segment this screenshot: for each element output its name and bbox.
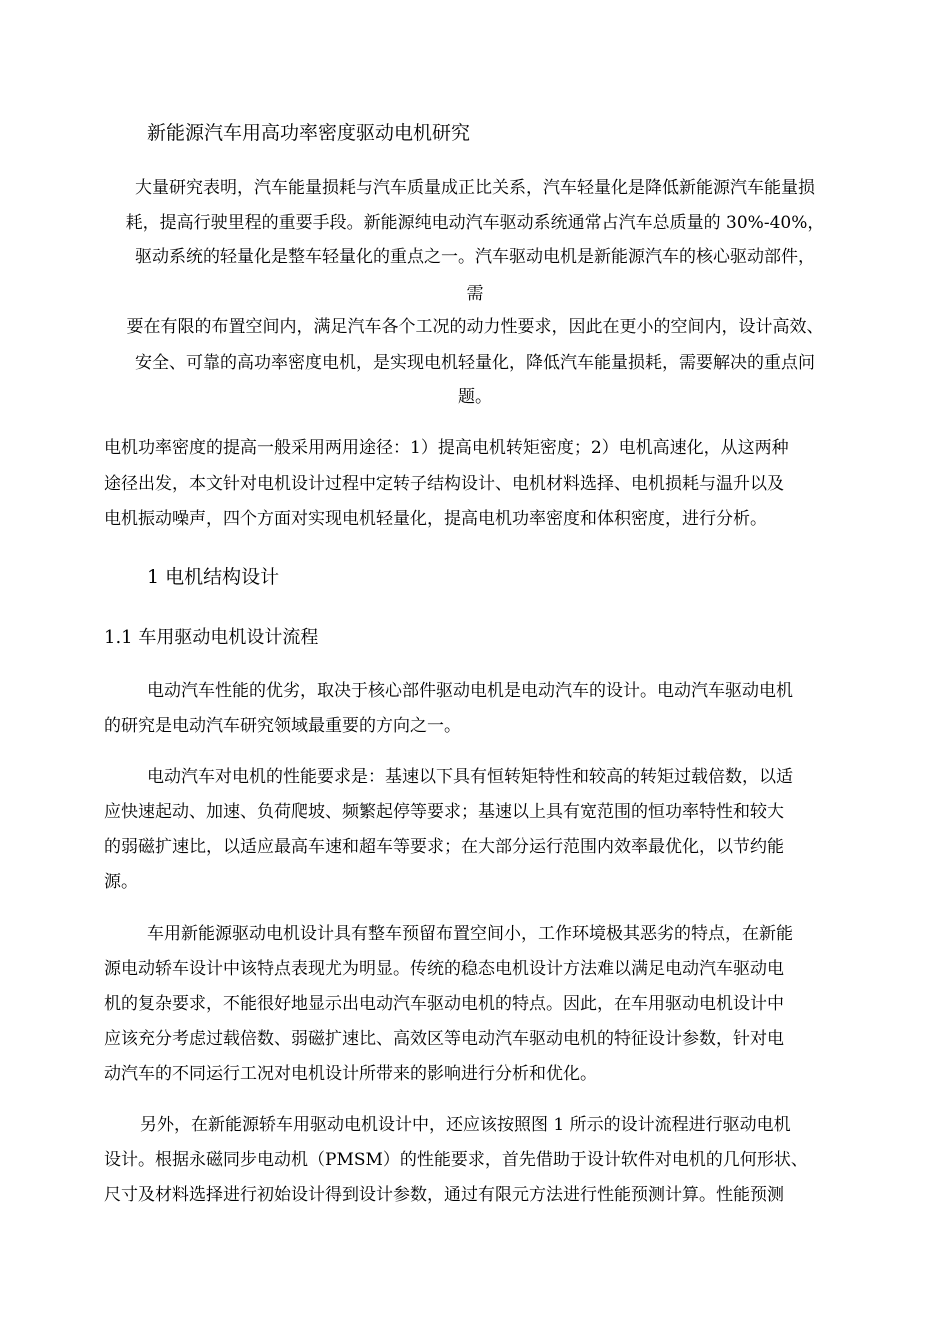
para4-line-1: 电动汽车对电机的性能要求是：基速以下具有恒转矩特性和较高的转矩过载倍数，以适	[147, 767, 793, 787]
para3-line-2: 的研究是电动汽车研究领域最重要的方向之一。	[104, 716, 461, 736]
para5-line-3: 机的复杂要求，不能很好地显示出电动汽车驱动电机的特点。因此，在车用驱动电机设计中	[104, 994, 784, 1014]
para5-line-1: 车用新能源驱动电机设计具有整车预留布置空间小，工作环境极其恶劣的特点，在新能	[147, 924, 793, 944]
para5-line-2: 源电动轿车设计中该特点表现尤为明显。传统的稳态电机设计方法难以满足电动汽车驱动电	[104, 959, 784, 979]
para4-line-3: 的弱磁扩速比，以适应最高车速和超车等要求；在大部分运行范围内效率最优化，以节约能	[104, 837, 784, 857]
para6-line-3: 尺寸及材料选择进行初始设计得到设计参数，通过有限元方法进行性能预测计算。性能预测	[104, 1185, 784, 1205]
para4-line-4: 源。	[104, 872, 138, 892]
section-heading-1: 1 电机结构设计	[147, 566, 280, 588]
para6-line-1: 另外，在新能源轿车用驱动电机设计中，还应该按照图 1 所示的设计流程进行驱动电机	[140, 1115, 791, 1135]
intro-line-4: 需	[466, 284, 484, 304]
intro-line-3: 驱动系统的轻量化是整车轻量化的重点之一。汽车驱动电机是新能源汽车的核心驱动部件，	[135, 247, 815, 267]
para3-line-1: 电动汽车性能的优劣，取决于核心部件驱动电机是电动汽车的设计。电动汽车驱动电机	[147, 681, 793, 701]
para2-line-1: 电机功率密度的提高一般采用两用途径：1）提高电机转矩密度；2）电机高速化，从这两种	[104, 438, 789, 458]
intro-line-5: 要在有限的布置空间内，满足汽车各个工况的动力性要求，因此在更小的空间内，设计高效、	[126, 317, 824, 337]
intro-line-2: 耗，提高行驶里程的重要手段。新能源纯电动汽车驱动系统通常占汽车总质量的 30%-40%，	[125, 213, 825, 233]
para2-line-2: 途径出发，本文针对电机设计过程中定转子结构设计、电机材料选择、电机损耗与温升以及	[104, 474, 784, 494]
para2-line-3: 电机振动噪声，四个方面对实现电机轻量化，提高电机功率密度和体积密度，进行分析。	[104, 509, 767, 529]
para6-line-2: 设计。根据永磁同步电动机（PMSM）的性能要求，首先借助于设计软件对电机的几何形状、	[104, 1150, 808, 1170]
para4-line-2: 应快速起动、加速、负荷爬坡、频繁起停等要求；基速以上具有宽范围的恒功率特性和较大	[104, 802, 784, 822]
intro-line-6: 安全、可靠的高功率密度电机，是实现电机轻量化，降低汽车能量损耗，需要解决的重点问	[135, 353, 815, 373]
intro-line-1: 大量研究表明，汽车能量损耗与汽车质量成正比关系，汽车轻量化是降低新能源汽车能量损	[135, 178, 815, 198]
para5-line-5: 动汽车的不同运行工况对电机设计所带来的影响进行分析和优化。	[104, 1064, 597, 1084]
para5-line-4: 应该充分考虑过载倍数、弱磁扩速比、高效区等电动汽车驱动电机的特征设计参数，针对电	[104, 1029, 784, 1049]
section-heading-1-1: 1.1 车用驱动电机设计流程	[104, 627, 319, 648]
intro-line-7: 题。	[458, 387, 492, 407]
document-title: 新能源汽车用高功率密度驱动电机研究	[147, 122, 471, 144]
